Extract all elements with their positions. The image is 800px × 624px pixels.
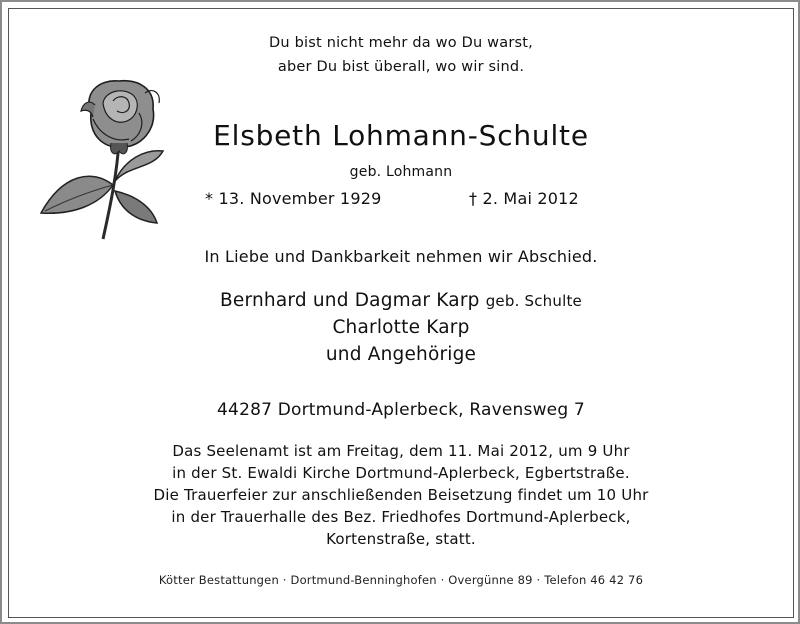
rose-icon bbox=[33, 73, 173, 243]
maiden-name: geb. Lohmann bbox=[349, 164, 453, 180]
mourner-maiden-name: geb. Schulte bbox=[485, 292, 582, 310]
service-line-2: in der St. Ewaldi Kirche Dortmund-Aplerbeck, Egbertstraße. bbox=[172, 464, 630, 482]
farewell-text: In Liebe und Dankbarkeit nehmen wir Abschied. bbox=[204, 247, 598, 266]
mourner-names: Bernhard und Dagmar Karp bbox=[220, 290, 480, 311]
mourner-line-2: Charlotte Karp bbox=[332, 317, 470, 338]
funeral-home-footer: Kötter Bestattungen · Dortmund-Benninghofen · Overgünne 89 · Telefon 46 42 76 bbox=[158, 573, 644, 587]
service-line-1: Das Seelenamt ist am Freitag, dem 11. Mai 2012, um 9 Uhr bbox=[172, 442, 630, 460]
mourner-line-1 bbox=[9, 290, 793, 311]
deceased-name: Elsbeth Lohmann-Schulte bbox=[213, 119, 589, 152]
motto-line-2: aber Du bist überall, wo wir sind. bbox=[277, 59, 525, 75]
motto-line-1: Du bist nicht mehr da wo Du warst, bbox=[269, 35, 533, 51]
mourner-line-3: und Angehörige bbox=[325, 344, 477, 365]
service-line-3: Die Trauerfeier zur anschließenden Beisetzung findet um 10 Uhr bbox=[153, 486, 649, 504]
birth-date: * 13. November 1929 bbox=[205, 189, 382, 208]
life-dates bbox=[9, 189, 793, 211]
address: 44287 Dortmund-Aplerbeck, Ravensweg 7 bbox=[217, 400, 585, 420]
service-line-5: Kortenstraße, statt. bbox=[326, 530, 476, 548]
obituary-card bbox=[8, 8, 794, 618]
service-line-4: in der Trauerhalle des Bez. Friedhofes Dortmund-Aplerbeck, bbox=[171, 508, 631, 526]
death-date: † 2. Mai 2012 bbox=[469, 189, 579, 208]
